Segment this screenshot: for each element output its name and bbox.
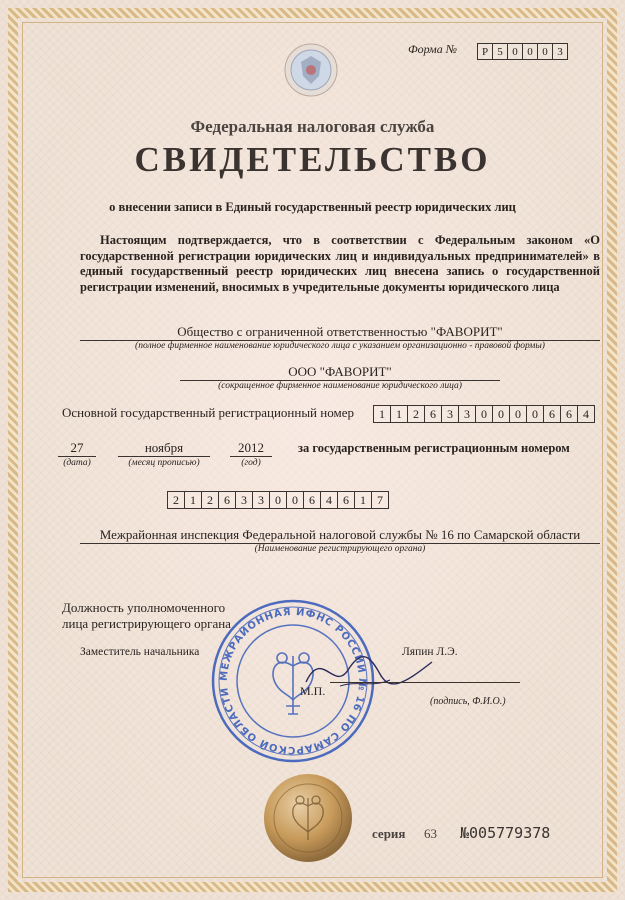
document-title: СВИДЕТЕЛЬСТВО	[134, 140, 491, 179]
organization-full-name-caption: (полное фирменное наименование юридического лица с указанием организационно - правовой формы)	[135, 341, 545, 351]
ogrn-digit: 2	[407, 405, 425, 423]
form-code-boxes	[478, 43, 568, 60]
registering-authority: Межрайонная инспекция Федеральной налоговой службы № 16 по Самарской области	[80, 527, 600, 544]
ogrn-digit: 6	[543, 405, 561, 423]
grn-digit: 1	[354, 491, 372, 509]
ogrn-digit: 3	[458, 405, 476, 423]
form-number-label: Форма №	[408, 42, 458, 56]
registration-year-caption: (год)	[241, 458, 261, 468]
grn-boxes	[168, 491, 389, 509]
agency-name: Федеральная налоговая служба	[190, 117, 435, 136]
hologram-sticker-icon	[262, 772, 354, 864]
organization-short-name-caption: (сокращенное фирменное наименование юридического лица)	[218, 381, 462, 391]
registration-month: ноября	[118, 440, 210, 457]
position-label-line1: Должность уполномоченного	[62, 600, 226, 615]
registration-month-caption: (месяц прописью)	[128, 458, 200, 468]
position-label	[62, 600, 231, 632]
ogrn-digit: 1	[390, 405, 408, 423]
registration-number-phrase: за государственным регистрационным номером	[298, 441, 570, 455]
grn-digit: 4	[320, 491, 338, 509]
signatory-position: Заместитель начальника	[80, 646, 200, 658]
ogrn-digit: 6	[424, 405, 442, 423]
ogrn-digit: 4	[577, 405, 595, 423]
seal-ring-text: МЕЖРАЙОННАЯ ИФНС РОССИИ № 16 ПО САМАРСКОЙ ОБЛАСТИ	[218, 606, 368, 756]
form-code-digit: 0	[522, 43, 538, 60]
ogrn-boxes	[374, 405, 595, 423]
ogrn-digit: 1	[373, 405, 391, 423]
grn-digit: 0	[269, 491, 287, 509]
form-code-digit: 0	[507, 43, 523, 60]
grn-digit: 0	[286, 491, 304, 509]
position-label-line2: лица регистрирующего органа	[62, 616, 231, 631]
signature-caption: (подпись, Ф.И.О.)	[430, 696, 506, 707]
form-code-digit: Р	[477, 43, 493, 60]
signature-line	[330, 682, 520, 683]
organization-full-name: Общество с ограниченной ответственностью "ФАВОРИТ"	[80, 324, 600, 341]
signatory-name: Ляпин Л.Э.	[402, 646, 458, 658]
grn-digit: 1	[184, 491, 202, 509]
grn-digit: 6	[337, 491, 355, 509]
ogrn-digit: 0	[526, 405, 544, 423]
registering-authority-caption: (Наименование регистрирующего органа)	[254, 544, 426, 554]
mp-mark: М.П.	[300, 684, 326, 698]
certificate-number: №005779378	[460, 824, 551, 842]
grn-digit: 3	[235, 491, 253, 509]
ogrn-label: Основной государственный регистрационный номер	[62, 405, 354, 420]
ogrn-digit: 0	[509, 405, 527, 423]
registration-day-caption: (дата)	[63, 458, 91, 468]
grn-digit: 2	[201, 491, 219, 509]
ogrn-digit: 3	[441, 405, 459, 423]
registration-day: 27	[58, 440, 96, 457]
form-code-digit: 0	[537, 43, 553, 60]
confirmation-paragraph: Настоящим подтверждается, что в соответствии с Федеральным законом «О государственной регистрации юридических лиц и индивидуальных предпринимателей» в единый государственный реестр юридических лиц внесена запись о государственной регистрации изменений, вносимых в учредительные документы юридического лица	[80, 233, 600, 294]
ogrn-digit: 6	[560, 405, 578, 423]
grn-digit: 3	[252, 491, 270, 509]
grn-digit: 6	[303, 491, 321, 509]
series-value: 63	[424, 826, 437, 841]
grn-digit: 2	[167, 491, 185, 509]
ogrn-digit: 0	[475, 405, 493, 423]
document-subtitle: о внесении записи в Единый государственный реестр юридических лиц	[109, 200, 516, 214]
ogrn-digit: 0	[492, 405, 510, 423]
registration-year: 2012	[230, 440, 272, 457]
series-label: серия	[372, 826, 406, 841]
organization-short-name: ООО "ФАВОРИТ"	[180, 364, 500, 381]
form-code-digit: 5	[492, 43, 508, 60]
form-code-digit: 3	[552, 43, 568, 60]
grn-digit: 7	[371, 491, 389, 509]
grn-digit: 6	[218, 491, 236, 509]
coat-of-arms-emblem-icon	[283, 42, 339, 98]
